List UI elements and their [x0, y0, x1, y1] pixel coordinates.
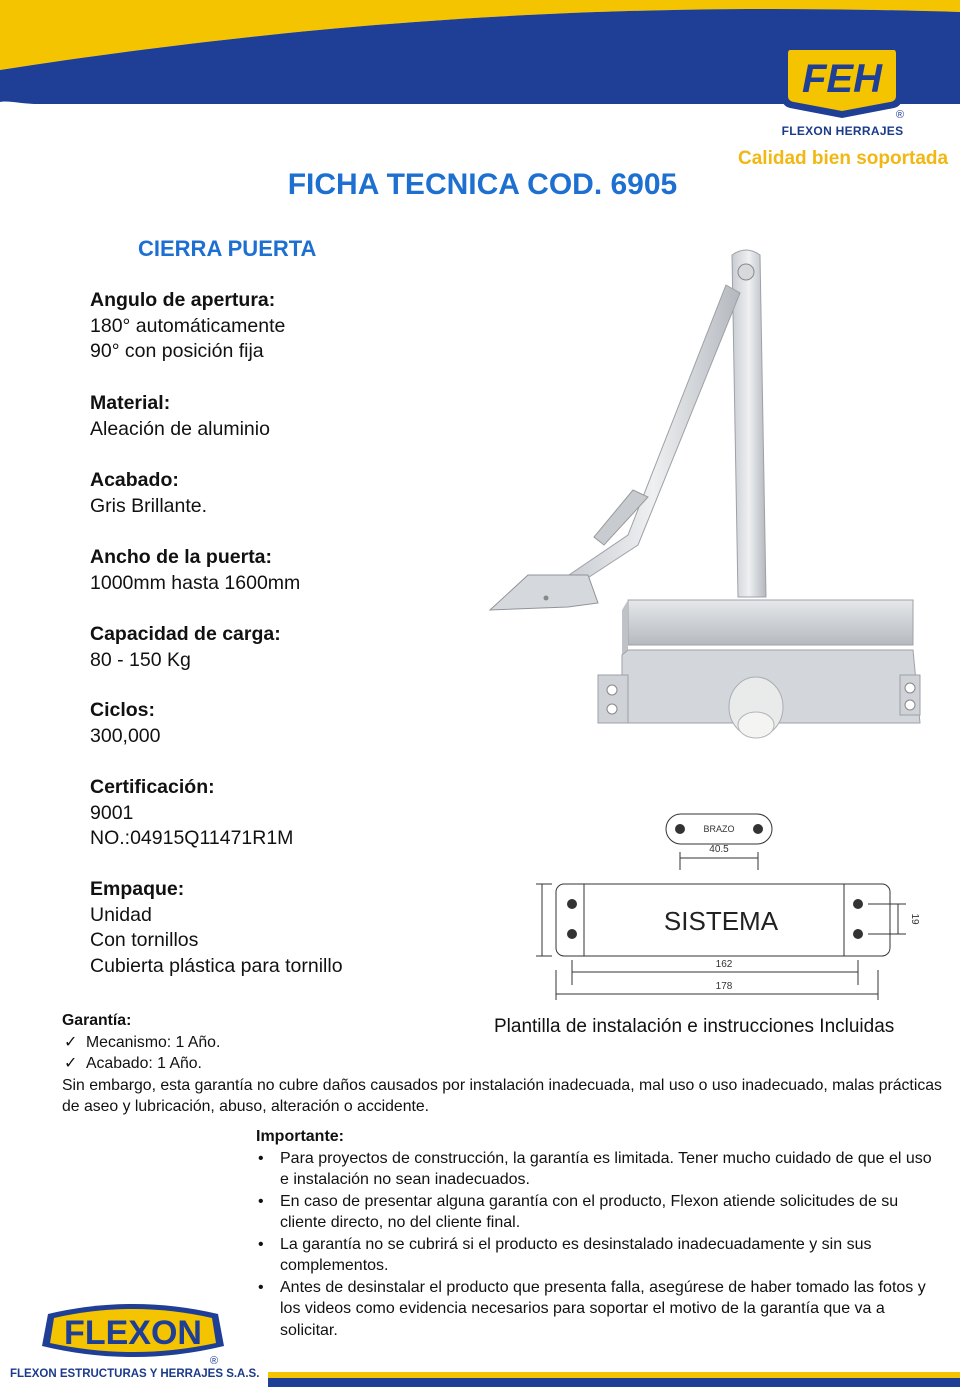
spec-certification: [90, 775, 293, 852]
spec-value: 180° automáticamente: [90, 314, 286, 337]
spec-value: 90° con posición fija: [90, 340, 264, 362]
svg-text:®: ®: [895, 109, 904, 121]
spec-load-capacity: [90, 622, 281, 673]
flexon-logo: [38, 1298, 228, 1368]
spec-value: Cubierta plástica para tornillo: [90, 954, 343, 977]
list-item: • La garantía no se cubrirá si el producto es desinstalado inadecuadamente y sin sus complementos.: [258, 1235, 872, 1274]
spec-label: Acabado:: [90, 469, 179, 491]
spec-label: Material:: [90, 392, 171, 414]
arm-dimension: 40.5: [709, 844, 729, 855]
warranty-label: Garantía:: [62, 1012, 132, 1029]
spec-door-width: [90, 545, 300, 596]
svg-text:FEH: FEH: [802, 57, 882, 101]
outer-width-dimension: 178: [715, 981, 733, 992]
spec-label: Ciclos:: [90, 699, 156, 721]
spec-value: NO.:04915Q11471R1M: [90, 827, 294, 849]
arm-label: BRAZO: [703, 824, 735, 834]
bullet-icon: •: [258, 1235, 264, 1253]
svg-text:FLEXON: FLEXON: [64, 1314, 202, 1352]
brand-name: FLEXON HERRAJES: [781, 124, 904, 138]
check-icon: ✓: [64, 1055, 78, 1072]
spec-opening-angle: [90, 288, 285, 365]
spec-label: Capacidad de carga:: [90, 623, 281, 645]
important-list: [256, 1148, 936, 1342]
feh-logo: [778, 40, 906, 120]
installation-note: Plantilla de instalación e instrucciones Incluidas: [494, 1016, 895, 1037]
spec-value: Con tornillos: [90, 929, 199, 951]
spec-label: Certificación:: [90, 776, 215, 798]
warranty-section: [62, 1010, 942, 1118]
product-name: CIERRA PUERTA: [138, 236, 317, 261]
important-section: [256, 1126, 936, 1341]
spec-value: Aleación de aluminio: [90, 417, 270, 440]
spec-label: Empaque:: [90, 878, 185, 900]
check-icon: ✓: [64, 1033, 78, 1051]
height-dimension: 19: [909, 913, 920, 925]
spec-label: Ancho de la puerta:: [90, 546, 273, 568]
bullet-icon: •: [258, 1192, 264, 1210]
inner-width-dimension: 162: [715, 959, 733, 970]
spec-value: 80 - 150 Kg: [90, 648, 191, 671]
page-title: FICHA TECNICA COD. 6905: [287, 168, 678, 201]
spec-packaging: [90, 877, 343, 979]
door-closer-image: [488, 245, 928, 745]
warranty-disclaimer: Sin embargo, esta garantía no cubre daños causados por instalación inadecuada, mal uso o uso inadecuado, malas prácticas de aseo y lubricación, abuso, alteración o accidente.: [62, 1076, 942, 1115]
installation-template-diagram: [528, 800, 918, 1010]
body-label: SISTEMA: [663, 906, 779, 936]
svg-text:®: ®: [209, 1355, 219, 1367]
company-name: FLEXON ESTRUCTURAS Y HERRAJES S.A.S.: [10, 1368, 260, 1380]
brand-tagline: Calidad bien soportada: [738, 148, 949, 169]
bullet-icon: •: [258, 1278, 264, 1296]
spec-material: [90, 391, 270, 442]
list-item: • En caso de presentar alguna garantía con el producto, Flexon atiende solicitudes de su cliente directo, no del cliente final.: [258, 1192, 899, 1231]
spec-value: 9001: [90, 801, 134, 824]
list-item: • Antes de desinstalar el producto que presenta falla, asegúrese de haber tomado las fotos y los videos como evidencia necesarios para soportar el motivo de la garantía que va a solicitar.: [258, 1278, 926, 1339]
bullet-icon: •: [258, 1149, 264, 1167]
footer-band: [268, 1372, 960, 1387]
spec-label: Angulo de apertura:: [90, 289, 276, 311]
list-item: • Para proyectos de construcción, la garantía es limitada. Tener mucho cuidado de que el uso e instalación no sean inadecuados.: [258, 1149, 932, 1188]
spec-value: Unidad: [90, 903, 152, 926]
important-label: Importante:: [256, 1128, 344, 1145]
spec-finish: [90, 468, 207, 519]
spec-value: 300,000: [90, 724, 161, 747]
warranty-item: ✓ Acabado: 1 Año.: [62, 1053, 942, 1075]
spec-value: Gris Brillante.: [90, 494, 208, 517]
spec-value: 1000mm hasta 1600mm: [90, 571, 301, 594]
warranty-item: ✓ Mecanismo: 1 Año.: [62, 1032, 942, 1054]
spec-cycles: [90, 698, 161, 749]
